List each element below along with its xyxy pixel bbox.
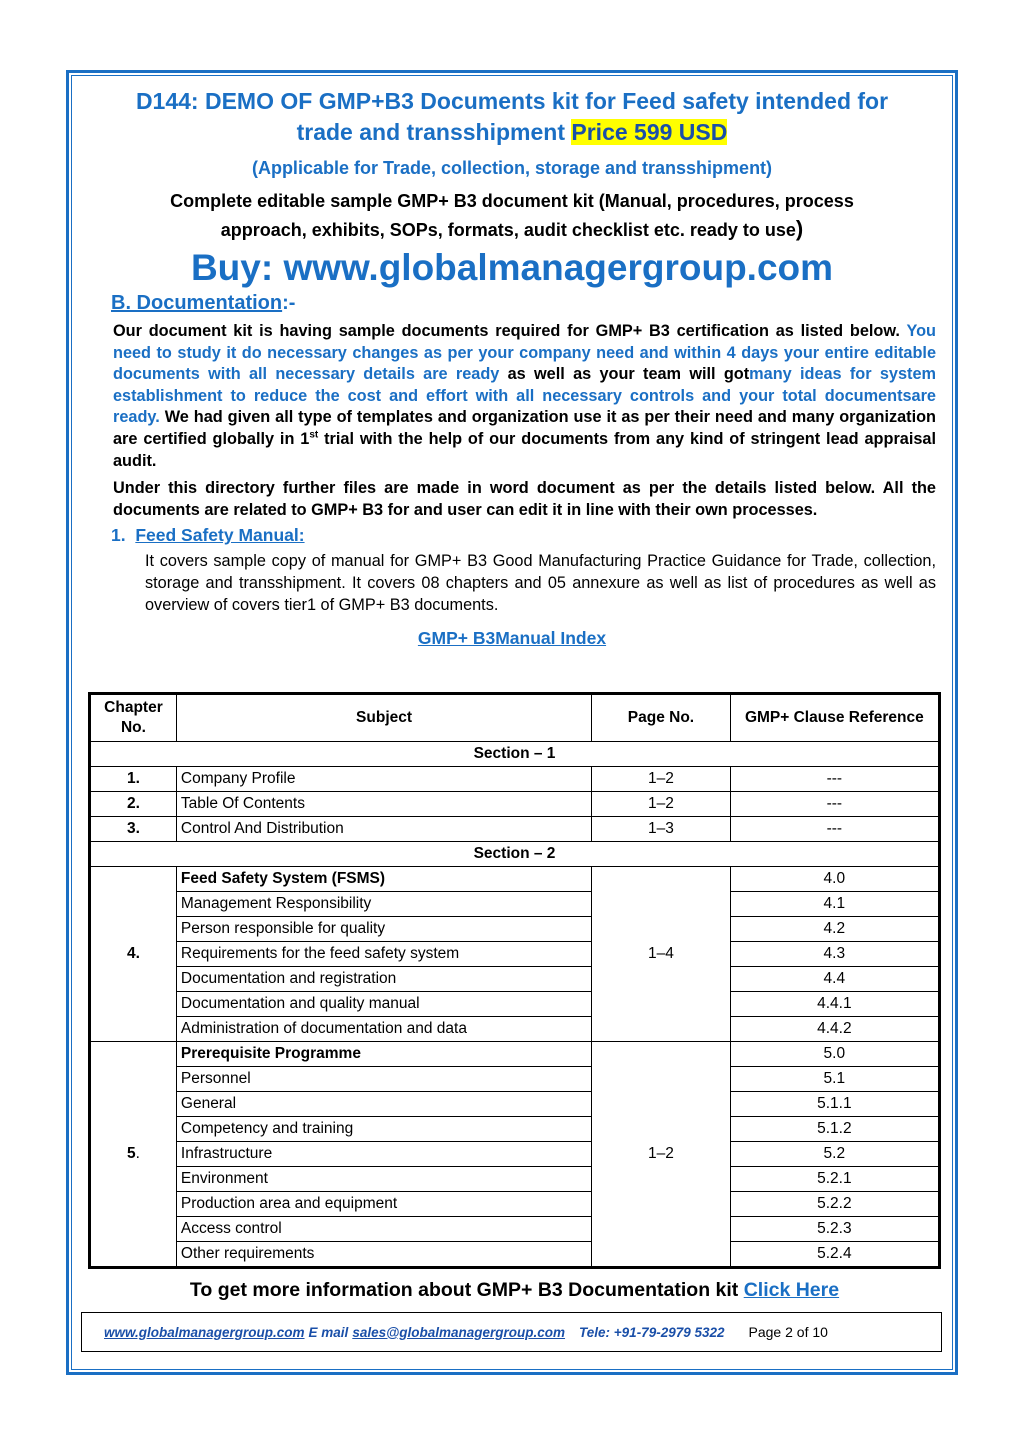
subject-cell: Documentation and registration xyxy=(176,967,591,992)
kit-line-1: Complete editable sample GMP+ B3 document kit (Manual, procedures, process xyxy=(170,191,854,211)
list-item-number: 1. xyxy=(111,525,126,546)
clause-cell: 5.2 xyxy=(730,1142,939,1167)
section-heading-text: B. Documentation xyxy=(111,292,283,314)
title-line-2-text: trade and transshipment xyxy=(296,119,572,145)
intro-paragraph xyxy=(113,321,936,472)
table-row xyxy=(90,1142,940,1167)
table-row xyxy=(90,867,940,892)
buy-link[interactable]: Buy: www.globalmanagergroup.com xyxy=(190,247,834,288)
subject-cell: Company Profile xyxy=(176,767,591,792)
table-row xyxy=(90,817,940,842)
clause-cell: 4.4.1 xyxy=(730,992,939,1017)
subject-cell: Personnel xyxy=(176,1067,591,1092)
chapter-cell: 2. xyxy=(90,792,177,817)
clause-cell: 4.2 xyxy=(730,917,939,942)
chapter-4-cell: 4. xyxy=(90,867,177,1042)
more-info-text: To get more information about GMP+ B3 Documentation kit xyxy=(189,1279,744,1301)
header-subject: Subject xyxy=(176,694,591,742)
kit-line-2-text: approach, exhibits, SOPs, formats, audit checklist etc. ready to use xyxy=(220,220,796,240)
clause-cell: 5.1.2 xyxy=(730,1117,939,1142)
clause-cell: --- xyxy=(730,817,939,842)
clause-cell: 5.2.4 xyxy=(730,1242,939,1268)
chapter-cell: 3. xyxy=(90,817,177,842)
section-2-label: Section – 2 xyxy=(90,842,940,867)
table-row xyxy=(90,892,940,917)
table-header-row xyxy=(90,694,940,742)
chapter-5-cell xyxy=(90,1042,177,1268)
subject-cell: Table Of Contents xyxy=(176,792,591,817)
subject-cell: Infrastructure xyxy=(176,1142,591,1167)
kit-description xyxy=(88,187,936,244)
price-badge: Price 599 USD xyxy=(571,119,728,145)
more-info xyxy=(88,1279,941,1302)
p1-d: many ideas for system establishment to reduce the cost and effort with all necessary controls and your total documentsare ready. xyxy=(113,365,936,427)
table-row xyxy=(90,1117,940,1142)
section-heading xyxy=(111,292,936,315)
subject-cell: Administration of documentation and data xyxy=(176,1017,591,1042)
title-line-2 xyxy=(88,117,936,148)
table-row xyxy=(90,1167,940,1192)
subject-cell: Production area and equipment xyxy=(176,1192,591,1217)
header-clause: GMP+ Clause Reference xyxy=(730,694,939,742)
chapter-4-page-cell: 1–4 xyxy=(592,867,730,1042)
click-here-link[interactable]: Click Here xyxy=(743,1279,840,1301)
table-row xyxy=(90,1017,940,1042)
table-row xyxy=(90,1192,940,1217)
section-heading-suffix: :- xyxy=(282,292,296,314)
footer-email-link[interactable]: sales@globalmanagergroup.com xyxy=(352,1324,566,1340)
directory-paragraph: Under this directory further files are made in word document as per the details listed below. All the documents are related to GMP+ B3 for and user can edit it in line with their own processes. xyxy=(113,479,936,519)
page-cell: 1–3 xyxy=(592,817,730,842)
clause-cell: 5.1 xyxy=(730,1067,939,1092)
p1-a: Our document kit is having sample documents required for GMP+ B3 certification as listed below. xyxy=(113,322,907,340)
p1-c: as well as your team will got xyxy=(499,365,750,384)
page-cell: 1–2 xyxy=(592,792,730,817)
p1-sup: st xyxy=(309,429,319,441)
clause-cell: 5.2.1 xyxy=(730,1167,939,1192)
header-chapter: Chapter No. xyxy=(90,694,177,742)
subject-cell: Requirements for the feed safety system xyxy=(176,942,591,967)
subject-cell: Feed Safety System (FSMS) xyxy=(176,867,591,892)
table-row xyxy=(90,1242,940,1268)
table-row xyxy=(90,992,940,1017)
section-row xyxy=(90,742,940,767)
clause-cell: 4.3 xyxy=(730,942,939,967)
subject-cell: Management Responsibility xyxy=(176,892,591,917)
subject-cell: Competency and training xyxy=(176,1117,591,1142)
subject-cell: Access control xyxy=(176,1217,591,1242)
table-row xyxy=(90,1067,940,1092)
clause-cell: 5.0 xyxy=(730,1042,939,1067)
subject-cell: Other requirements xyxy=(176,1242,591,1268)
clause-cell: 4.0 xyxy=(730,867,939,892)
table-row xyxy=(90,1092,940,1117)
page-cell: 1–2 xyxy=(592,767,730,792)
page-footer xyxy=(81,1312,942,1352)
clause-cell: 5.2.3 xyxy=(730,1217,939,1242)
clause-cell: 4.4.2 xyxy=(730,1017,939,1042)
document-title xyxy=(88,86,936,148)
list-item-heading xyxy=(111,525,936,546)
clause-cell: 5.1.1 xyxy=(730,1092,939,1117)
subject-cell: Environment xyxy=(176,1167,591,1192)
table-row xyxy=(90,792,940,817)
footer-phone: Tele: +91-79-2979 5322 xyxy=(579,1324,725,1340)
table-row xyxy=(90,767,940,792)
table-row xyxy=(90,1042,940,1067)
clause-cell: --- xyxy=(730,767,939,792)
title-line-1: D144: DEMO OF GMP+B3 Documents kit for Feed safety intended for xyxy=(135,88,889,114)
clause-cell: --- xyxy=(730,792,939,817)
subject-cell: Person responsible for quality xyxy=(176,917,591,942)
index-title[interactable]: GMP+ B3Manual Index xyxy=(417,628,607,649)
subject-cell: General xyxy=(176,1092,591,1117)
footer-website-link[interactable]: www.globalmanagergroup.com xyxy=(104,1324,305,1340)
chapter-5-number: 5 xyxy=(126,1145,136,1162)
table-row xyxy=(90,1217,940,1242)
p1-b: You need to study it do necessary changes as per your company need and within 4 days your entire editable documents with all necessary details are ready xyxy=(113,322,936,384)
page-content xyxy=(88,86,936,649)
clause-cell: 5.2.2 xyxy=(730,1192,939,1217)
p1-f: trial with the help of our documents from any kind of stringent lead appraisal audit. xyxy=(113,429,936,470)
clause-cell: 4.4 xyxy=(730,967,939,992)
footer-email-label: E mail xyxy=(308,1324,349,1340)
document-subtitle: (Applicable for Trade, collection, storage and transshipment) xyxy=(251,158,773,178)
clause-cell: 4.1 xyxy=(730,892,939,917)
kit-line-2 xyxy=(88,215,936,244)
table-row xyxy=(90,942,940,967)
section-1-label: Section – 1 xyxy=(90,742,940,767)
p1-e: We had given all type of templates and organization use it as per their need and many organization are certified globally in 1 xyxy=(113,408,936,448)
section-row xyxy=(90,842,940,867)
manual-index-table xyxy=(88,692,941,1269)
chapter-5-page-cell: 1–2 xyxy=(592,1042,730,1268)
subject-cell: Prerequisite Programme xyxy=(176,1042,591,1067)
table-row xyxy=(90,917,940,942)
list-item-body: It covers sample copy of manual for GMP+ B3 Good Manufacturing Practice Guidance for Trade, collection, storage and transshipment. It covers 08 chapters and 05 annexure as well as list of procedures as well as overview of covers tier1 of GMP+ B3 documents. xyxy=(145,552,936,615)
list-item-title[interactable]: Feed Safety Manual: xyxy=(135,525,305,546)
table-row xyxy=(90,967,940,992)
subject-cell: Control And Distribution xyxy=(176,817,591,842)
subject-cell: Documentation and quality manual xyxy=(176,992,591,1017)
header-page: Page No. xyxy=(592,694,730,742)
footer-page-number: Page 2 of 10 xyxy=(748,1324,828,1340)
chapter-cell: 1. xyxy=(90,767,177,792)
kit-line-close: ) xyxy=(795,216,804,241)
chapter-5-dot: . xyxy=(135,1145,140,1162)
